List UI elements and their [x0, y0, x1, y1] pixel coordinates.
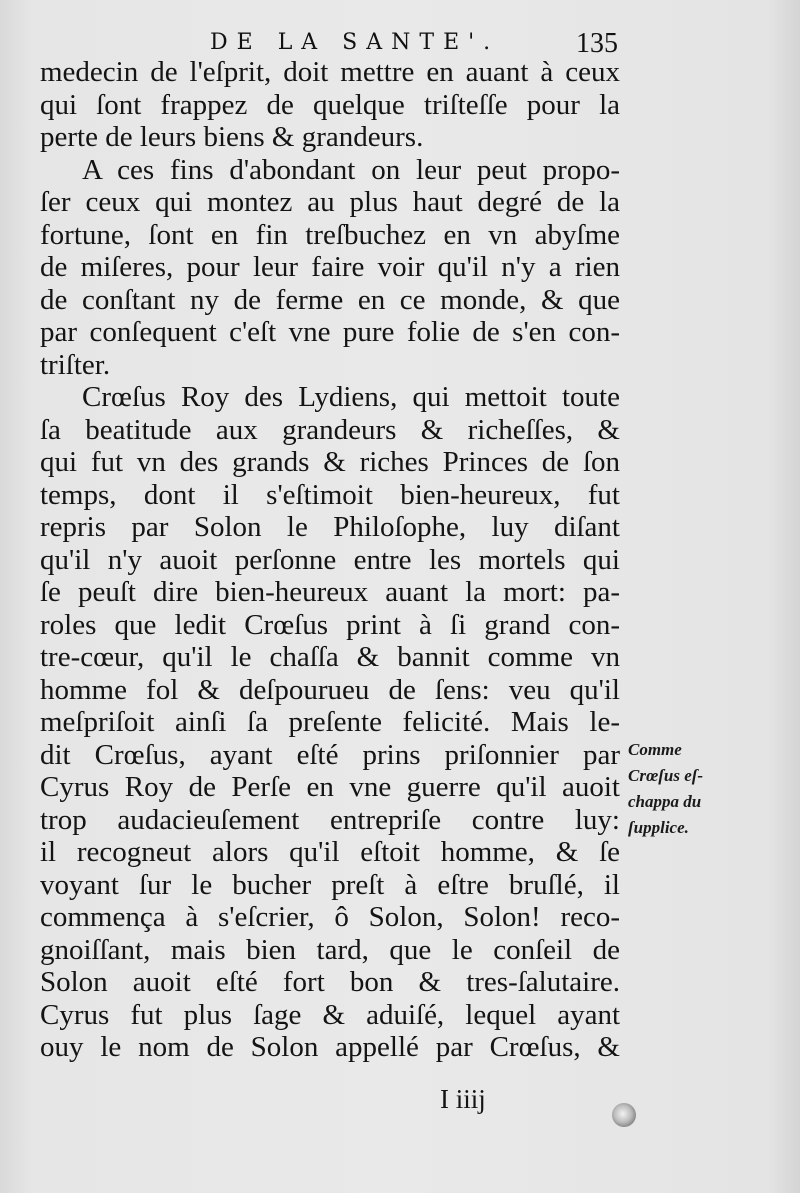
text-line: Cyrus fut plus ſage & aduiſé, lequel ayant [40, 998, 620, 1031]
text-line: qui fut vn des grands & riches Princes de ſon [40, 446, 620, 478]
marginal-note-line: chappa du [628, 792, 702, 811]
text-line: de miſeres, pour leur faire voir qu'il n'y a rien [40, 251, 620, 283]
marginal-note-line: Crœſus eſ- [628, 766, 704, 785]
text-line: triſter. [40, 348, 111, 381]
text-line: ſer ceux qui montez au plus haut degré de la [40, 186, 620, 218]
text-line: voyant ſur le bucher preſt à eſtre bruſlé, il [40, 868, 620, 901]
text-line: Solon auoit eſté fort bon & tres-ſalutaire. [40, 966, 620, 998]
text-line: de conſtant ny de ferme en ce monde, & que [40, 283, 620, 316]
text-line: il recogneut alors qu'il eſtoit homme, & ſe [40, 836, 620, 868]
marginal-note [628, 737, 788, 841]
text-line: fortune, ſont en fin treſbuchez en vn abyſme [40, 218, 620, 251]
text-line: qu'il n'y auoit perſonne entre les mortels qui [40, 543, 620, 576]
marginal-note-line: ſupplice. [628, 818, 689, 837]
text-line: trop audacieuſement entrepriſe contre luy: [40, 803, 620, 836]
page-number: 135 [576, 28, 618, 59]
signature-mark: I iiij [440, 1084, 486, 1114]
text-line: homme fol & deſpourueu de ſens: veu qu'il [40, 673, 620, 706]
text-line: perte de leurs biens & grandeurs. [40, 121, 424, 153]
body-text [40, 56, 620, 1064]
text-line: repris par Solon le Philoſophe, luy diſant [40, 511, 620, 543]
text-line: gnoiſſant, mais bien tard, que le conſeil de [40, 933, 620, 966]
text-line: commença à s'eſcrier, ô Solon, Solon! reco- [40, 901, 620, 933]
text-line: Crœſus Roy des Lydiens, qui mettoit toute [82, 381, 620, 413]
text-line: temps, dont il s'eſtimoit bien-heureux, fut [40, 478, 620, 511]
text-line: medecin de l'eſprit, doit mettre en auant à ceux [40, 56, 620, 88]
text-line: roles que ledit Crœſus print à ſi grand con- [40, 608, 620, 641]
text-line: meſpriſoit ainſi ſa preſente felicité. Mais le- [40, 706, 620, 738]
text-line: ſe peuſt dire bien-heureux auant la mort: pa- [40, 576, 620, 608]
text-line: qui ſont frappez de quelque triſteſſe pour la [40, 88, 620, 121]
text-line: par conſequent c'eſt vne pure folie de s'en con- [40, 316, 620, 348]
text-line: dit Crœſus, ayant eſté prins priſonnier par [40, 738, 620, 771]
text-line: ſa beatitude aux grandeurs & richeſſes, & [40, 413, 620, 446]
running-head: DE LA SANTE'. [210, 30, 500, 55]
text-line: ouy le nom de Solon appellé par Crœſus, & [40, 1031, 620, 1063]
text-line: A ces fins d'abondant on leur peut propo- [82, 153, 620, 186]
text-line: tre-cœur, qu'il le chaſſa & bannit comme vn [40, 641, 620, 673]
marginal-note-line: Comme [628, 740, 682, 759]
text-line: Cyrus Roy de Perſe en vne guerre qu'il auoit [40, 771, 620, 803]
paper-stain [612, 1103, 636, 1127]
